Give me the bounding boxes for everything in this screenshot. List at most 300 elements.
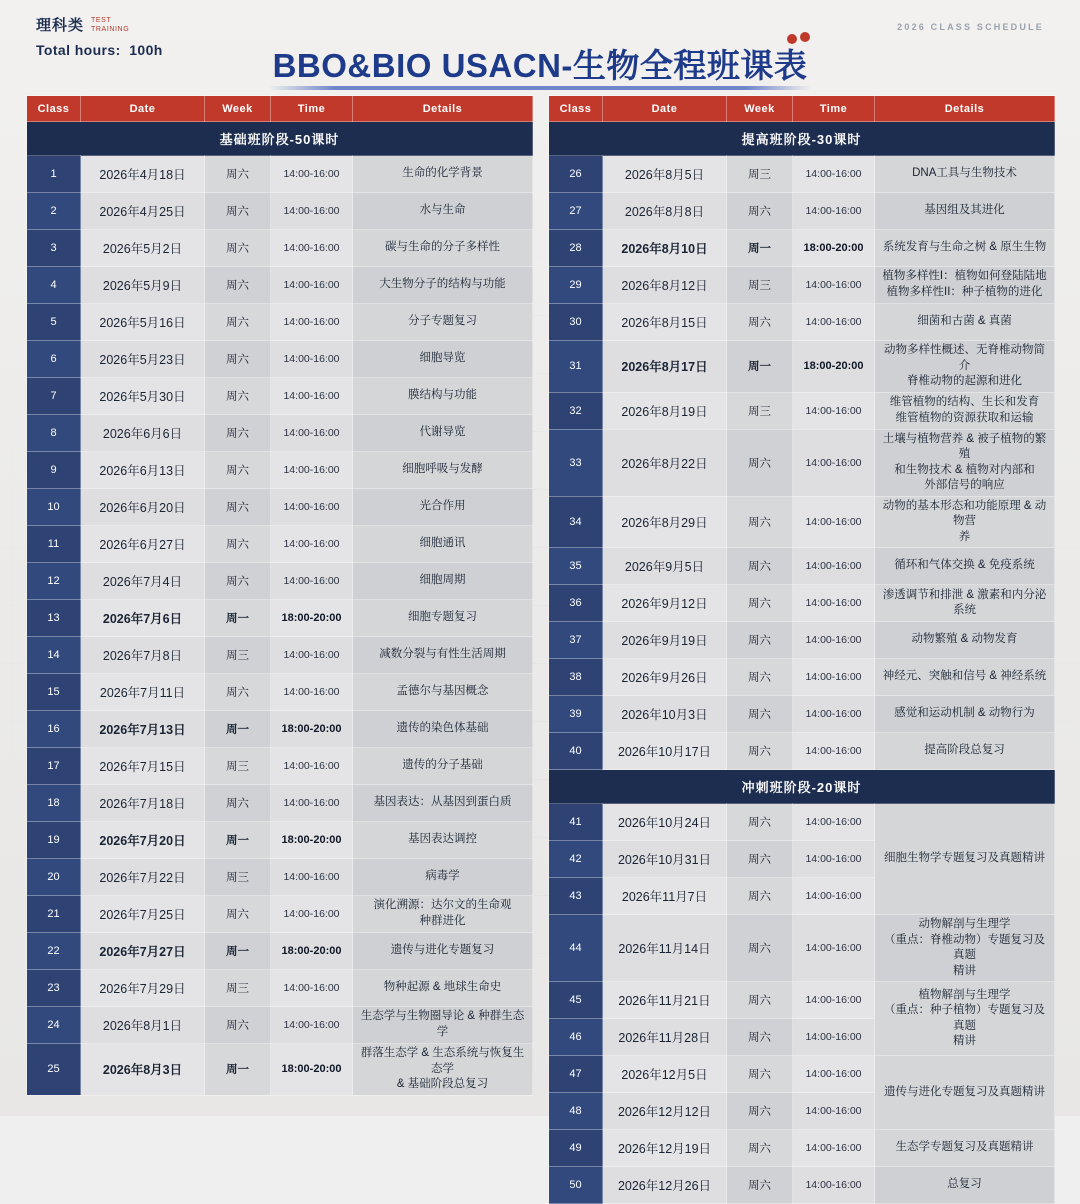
table-row <box>549 659 1055 696</box>
title-underline <box>269 86 812 90</box>
cell-class-index: 33 <box>549 429 603 496</box>
table-row <box>27 822 533 859</box>
schedule-columns <box>26 95 1054 1204</box>
table-row <box>27 600 533 637</box>
section-title-row <box>549 122 1055 156</box>
cell-week: 周六 <box>727 1056 793 1093</box>
table-row <box>549 733 1055 770</box>
cell-class-index: 47 <box>549 1056 603 1093</box>
cell-time: 14:00-16:00 <box>271 1007 353 1044</box>
table-row <box>549 804 1055 841</box>
cell-class-index: 19 <box>27 822 81 859</box>
header-bar <box>0 0 1080 92</box>
cell-class-index: 17 <box>27 748 81 785</box>
cell-date: 2026年6月13日 <box>81 452 205 489</box>
table-row <box>549 341 1055 393</box>
cell-class-index: 39 <box>549 696 603 733</box>
cell-details: 总复习 <box>875 1167 1055 1204</box>
cell-date: 2026年9月12日 <box>603 585 727 622</box>
cell-details: 基因表达调控 <box>353 822 533 859</box>
cell-time: 14:00-16:00 <box>793 548 875 585</box>
cell-details: 遗传的染色体基础 <box>353 711 533 748</box>
cell-class-index: 4 <box>27 267 81 304</box>
cell-details: 神经元、突触和信号 & 神经系统 <box>875 659 1055 696</box>
cell-date: 2026年8月12日 <box>603 267 727 304</box>
schedule-table-right <box>548 95 1055 1204</box>
cell-class-index: 40 <box>549 733 603 770</box>
cell-week: 周六 <box>205 415 271 452</box>
cell-details: 细胞生物学专题复习及真题精讲 <box>875 804 1055 915</box>
cell-class-index: 24 <box>27 1007 81 1044</box>
brand-name-en <box>91 14 129 35</box>
cell-time: 14:00-16:00 <box>793 585 875 622</box>
cell-class-index: 22 <box>27 933 81 970</box>
table-row <box>27 933 533 970</box>
cell-time: 18:00-20:00 <box>271 822 353 859</box>
cell-class-index: 9 <box>27 452 81 489</box>
cell-week: 周六 <box>727 696 793 733</box>
cell-week: 周六 <box>205 193 271 230</box>
cell-class-index: 20 <box>27 859 81 896</box>
cell-week: 周六 <box>727 1019 793 1056</box>
cell-date: 2026年11月28日 <box>603 1019 727 1056</box>
cell-date: 2026年9月5日 <box>603 548 727 585</box>
table-row <box>27 896 533 933</box>
cell-time: 18:00-20:00 <box>793 230 875 267</box>
cell-date: 2026年5月30日 <box>81 378 205 415</box>
cell-week: 周六 <box>727 982 793 1019</box>
cell-time: 18:00-20:00 <box>271 933 353 970</box>
decor-dots-icon <box>787 32 813 46</box>
table-row <box>549 1056 1055 1093</box>
cell-date: 2026年4月25日 <box>81 193 205 230</box>
cell-details: 植物解剖与生理学 （重点：种子植物）专题复习及真题 精讲 <box>875 982 1055 1056</box>
cell-class-index: 26 <box>549 156 603 193</box>
cell-week: 周六 <box>727 1167 793 1204</box>
cell-week: 周三 <box>205 970 271 1007</box>
cell-week: 周三 <box>727 392 793 429</box>
cell-details: 动物的基本形态和功能原理 & 动物营 养 <box>875 496 1055 548</box>
cell-time: 14:00-16:00 <box>271 193 353 230</box>
cell-date: 2026年7月27日 <box>81 933 205 970</box>
table-row <box>27 1044 533 1096</box>
cell-time: 14:00-16:00 <box>271 563 353 600</box>
cell-details: 物种起源 & 地球生命史 <box>353 970 533 1007</box>
cell-details: 循环和气体交换 & 免疫系统 <box>875 548 1055 585</box>
table-row <box>549 915 1055 982</box>
cell-date: 2026年7月15日 <box>81 748 205 785</box>
cell-details: 细胞周期 <box>353 563 533 600</box>
table-row <box>27 785 533 822</box>
cell-time: 14:00-16:00 <box>793 622 875 659</box>
table-row <box>27 193 533 230</box>
cell-details: 植物多样性I：植物如何登陆陆地 植物多样性II：种子植物的进化 <box>875 267 1055 304</box>
cell-date: 2026年8月17日 <box>603 341 727 393</box>
col-week: Week <box>727 96 793 122</box>
cell-details: 演化溯源：达尔文的生命观 种群进化 <box>353 896 533 933</box>
cell-details: 代谢导览 <box>353 415 533 452</box>
section-title-row <box>27 122 533 156</box>
cell-week: 周六 <box>205 674 271 711</box>
cell-week: 周六 <box>205 452 271 489</box>
cell-date: 2026年10月17日 <box>603 733 727 770</box>
cell-class-index: 14 <box>27 637 81 674</box>
table-row <box>27 637 533 674</box>
schedule-table-left <box>26 95 533 1096</box>
table-body-right <box>549 122 1055 1204</box>
cell-date: 2026年8月22日 <box>603 429 727 496</box>
cell-time: 14:00-16:00 <box>793 496 875 548</box>
cell-time: 14:00-16:00 <box>271 896 353 933</box>
cell-date: 2026年12月19日 <box>603 1130 727 1167</box>
cell-class-index: 10 <box>27 489 81 526</box>
table-head-left <box>27 96 533 122</box>
cell-details: 细胞专题复习 <box>353 600 533 637</box>
brand-name-cn: 理科类 <box>36 17 85 34</box>
table-row <box>27 230 533 267</box>
cell-time: 14:00-16:00 <box>271 674 353 711</box>
cell-date: 2026年8月3日 <box>81 1044 205 1096</box>
brand-logo <box>36 14 129 35</box>
cell-week: 周六 <box>205 341 271 378</box>
table-row <box>549 156 1055 193</box>
cell-week: 周六 <box>727 804 793 841</box>
cell-date: 2026年12月26日 <box>603 1167 727 1204</box>
cell-details: 细胞呼吸与发酵 <box>353 452 533 489</box>
cell-week: 周六 <box>205 156 271 193</box>
cell-time: 14:00-16:00 <box>271 304 353 341</box>
cell-details: 遗传的分子基础 <box>353 748 533 785</box>
table-row <box>27 415 533 452</box>
cell-details: DNA工具与生物技术 <box>875 156 1055 193</box>
cell-date: 2026年9月19日 <box>603 622 727 659</box>
section-title: 基础班阶段-50课时 <box>27 122 533 156</box>
cell-date: 2026年4月18日 <box>81 156 205 193</box>
cell-time: 14:00-16:00 <box>793 1167 875 1204</box>
cell-time: 14:00-16:00 <box>271 748 353 785</box>
cell-week: 周一 <box>205 711 271 748</box>
cell-details: 渗透调节和排泄 & 激素和内分泌系统 <box>875 585 1055 622</box>
cell-class-index: 28 <box>549 230 603 267</box>
cell-details: 孟德尔与基因概念 <box>353 674 533 711</box>
cell-date: 2026年6月6日 <box>81 415 205 452</box>
cell-time: 14:00-16:00 <box>793 267 875 304</box>
cell-week: 周六 <box>205 1007 271 1044</box>
cell-week: 周六 <box>205 267 271 304</box>
table-row <box>27 156 533 193</box>
cell-details: 动物多样性概述、无脊椎动物简介 脊椎动物的起源和进化 <box>875 341 1055 393</box>
table-row <box>27 378 533 415</box>
cell-week: 周六 <box>205 526 271 563</box>
cell-class-index: 30 <box>549 304 603 341</box>
cell-time: 14:00-16:00 <box>793 1056 875 1093</box>
cell-date: 2026年7月25日 <box>81 896 205 933</box>
table-row <box>549 585 1055 622</box>
cell-date: 2026年7月29日 <box>81 970 205 1007</box>
cell-class-index: 32 <box>549 392 603 429</box>
page-title-row <box>0 40 1080 87</box>
cell-date: 2026年10月3日 <box>603 696 727 733</box>
table-row <box>27 1007 533 1044</box>
table-row <box>27 674 533 711</box>
cell-time: 14:00-16:00 <box>793 193 875 230</box>
cell-details: 生态学专题复习及真题精讲 <box>875 1130 1055 1167</box>
cell-week: 周六 <box>205 896 271 933</box>
cell-week: 周六 <box>727 429 793 496</box>
section-title: 提高班阶段-30课时 <box>549 122 1055 156</box>
cell-week: 周六 <box>727 1130 793 1167</box>
cell-details: 基因表达：从基因到蛋白质 <box>353 785 533 822</box>
cell-details: 细胞通讯 <box>353 526 533 563</box>
cell-details: 遗传与进化专题复习 <box>353 933 533 970</box>
cell-time: 14:00-16:00 <box>271 970 353 1007</box>
cell-time: 14:00-16:00 <box>793 392 875 429</box>
cell-time: 14:00-16:00 <box>271 230 353 267</box>
cell-details: 遗传与进化专题复习及真题精讲 <box>875 1056 1055 1130</box>
table-row <box>549 193 1055 230</box>
cell-details: 水与生命 <box>353 193 533 230</box>
cell-week: 周六 <box>205 563 271 600</box>
cell-date: 2026年11月21日 <box>603 982 727 1019</box>
table-row <box>549 1167 1055 1204</box>
cell-class-index: 48 <box>549 1093 603 1130</box>
cell-week: 周三 <box>205 748 271 785</box>
brand-en-line1: TEST <box>91 17 112 24</box>
cell-class-index: 18 <box>27 785 81 822</box>
cell-class-index: 45 <box>549 982 603 1019</box>
cell-week: 周六 <box>205 304 271 341</box>
cell-class-index: 41 <box>549 804 603 841</box>
section-title: 冲刺班阶段-20课时 <box>549 770 1055 804</box>
cell-time: 14:00-16:00 <box>793 841 875 878</box>
cell-time: 14:00-16:00 <box>271 637 353 674</box>
cell-details: 病毒学 <box>353 859 533 896</box>
cell-class-index: 36 <box>549 585 603 622</box>
cell-week: 周六 <box>727 915 793 982</box>
cell-date: 2026年12月5日 <box>603 1056 727 1093</box>
schedule-tag: 2026 CLASS SCHEDULE <box>897 22 1044 32</box>
cell-class-index: 12 <box>27 563 81 600</box>
cell-week: 周六 <box>205 785 271 822</box>
cell-date: 2026年8月1日 <box>81 1007 205 1044</box>
cell-class-index: 38 <box>549 659 603 696</box>
cell-class-index: 15 <box>27 674 81 711</box>
cell-class-index: 2 <box>27 193 81 230</box>
cell-week: 周六 <box>727 622 793 659</box>
cell-date: 2026年7月6日 <box>81 600 205 637</box>
col-class: Class <box>549 96 603 122</box>
cell-date: 2026年8月10日 <box>603 230 727 267</box>
table-row <box>549 696 1055 733</box>
cell-date: 2026年7月13日 <box>81 711 205 748</box>
cell-class-index: 13 <box>27 600 81 637</box>
table-row <box>27 489 533 526</box>
cell-week: 周一 <box>205 1044 271 1096</box>
cell-class-index: 43 <box>549 878 603 915</box>
total-hours-value: 100h <box>129 42 163 58</box>
cell-date: 2026年10月24日 <box>603 804 727 841</box>
col-week: Week <box>205 96 271 122</box>
table-row <box>27 452 533 489</box>
cell-class-index: 16 <box>27 711 81 748</box>
table-row <box>27 748 533 785</box>
cell-class-index: 42 <box>549 841 603 878</box>
table-row <box>27 711 533 748</box>
cell-time: 14:00-16:00 <box>271 341 353 378</box>
table-row <box>549 982 1055 1019</box>
cell-details: 动物繁殖 & 动物发育 <box>875 622 1055 659</box>
cell-time: 14:00-16:00 <box>793 733 875 770</box>
cell-class-index: 44 <box>549 915 603 982</box>
cell-week: 周三 <box>727 156 793 193</box>
table-body-left <box>27 122 533 1096</box>
page-title-text: BBO&BIO USACN-生物全程班课表 <box>272 47 808 84</box>
left-column <box>26 95 532 1204</box>
cell-date: 2026年5月2日 <box>81 230 205 267</box>
cell-date: 2026年8月5日 <box>603 156 727 193</box>
cell-date: 2026年8月15日 <box>603 304 727 341</box>
cell-date: 2026年7月4日 <box>81 563 205 600</box>
cell-week: 周三 <box>727 267 793 304</box>
cell-date: 2026年7月18日 <box>81 785 205 822</box>
cell-class-index: 8 <box>27 415 81 452</box>
cell-details: 提高阶段总复习 <box>875 733 1055 770</box>
cell-date: 2026年8月19日 <box>603 392 727 429</box>
cell-time: 14:00-16:00 <box>793 429 875 496</box>
cell-details: 膜结构与功能 <box>353 378 533 415</box>
cell-time: 14:00-16:00 <box>793 659 875 696</box>
table-row <box>27 970 533 1007</box>
cell-date: 2026年6月20日 <box>81 489 205 526</box>
cell-week: 周一 <box>205 933 271 970</box>
cell-week: 周六 <box>727 1093 793 1130</box>
cell-details: 细菌和古菌 & 真菌 <box>875 304 1055 341</box>
cell-details: 动物解剖与生理学 （重点：脊椎动物）专题复习及真题 精讲 <box>875 915 1055 982</box>
cell-class-index: 37 <box>549 622 603 659</box>
cell-week: 周六 <box>727 659 793 696</box>
table-row <box>549 304 1055 341</box>
cell-week: 周六 <box>727 496 793 548</box>
cell-time: 14:00-16:00 <box>793 915 875 982</box>
header-row <box>27 96 533 122</box>
table-row <box>27 267 533 304</box>
cell-class-index: 49 <box>549 1130 603 1167</box>
cell-details: 分子专题复习 <box>353 304 533 341</box>
cell-week: 周一 <box>205 600 271 637</box>
cell-details: 减数分裂与有性生活周期 <box>353 637 533 674</box>
cell-time: 14:00-16:00 <box>793 1130 875 1167</box>
cell-time: 14:00-16:00 <box>793 878 875 915</box>
cell-class-index: 6 <box>27 341 81 378</box>
cell-details: 大生物分子的结构与功能 <box>353 267 533 304</box>
cell-date: 2026年5月16日 <box>81 304 205 341</box>
cell-date: 2026年8月8日 <box>603 193 727 230</box>
col-class: Class <box>27 96 81 122</box>
cell-date: 2026年12月12日 <box>603 1093 727 1130</box>
cell-date: 2026年7月11日 <box>81 674 205 711</box>
cell-time: 14:00-16:00 <box>793 1093 875 1130</box>
cell-week: 周六 <box>727 193 793 230</box>
cell-date: 2026年5月23日 <box>81 341 205 378</box>
cell-time: 14:00-16:00 <box>271 452 353 489</box>
cell-details: 感觉和运动机制 & 动物行为 <box>875 696 1055 733</box>
cell-week: 周六 <box>727 733 793 770</box>
cell-details: 生态学与生物圈导论 & 种群生态学 <box>353 1007 533 1044</box>
cell-time: 14:00-16:00 <box>793 1019 875 1056</box>
cell-details: 维管植物的结构、生长和发育 维管植物的资源获取和运输 <box>875 392 1055 429</box>
cell-class-index: 27 <box>549 193 603 230</box>
cell-week: 周六 <box>205 489 271 526</box>
cell-date: 2026年7月22日 <box>81 859 205 896</box>
cell-class-index: 7 <box>27 378 81 415</box>
cell-time: 18:00-20:00 <box>793 341 875 393</box>
cell-time: 14:00-16:00 <box>271 526 353 563</box>
cell-details: 群落生态学 & 生态系统与恢复生态学 & 基础阶段总复习 <box>353 1044 533 1096</box>
cell-date: 2026年7月20日 <box>81 822 205 859</box>
cell-class-index: 11 <box>27 526 81 563</box>
cell-time: 14:00-16:00 <box>793 696 875 733</box>
cell-time: 14:00-16:00 <box>271 267 353 304</box>
table-row <box>27 859 533 896</box>
cell-details: 基因组及其进化 <box>875 193 1055 230</box>
cell-time: 14:00-16:00 <box>271 785 353 822</box>
cell-time: 14:00-16:00 <box>271 415 353 452</box>
cell-time: 18:00-20:00 <box>271 711 353 748</box>
table-row <box>27 341 533 378</box>
cell-class-index: 34 <box>549 496 603 548</box>
cell-details: 碳与生命的分子多样性 <box>353 230 533 267</box>
table-row <box>549 496 1055 548</box>
cell-week: 周六 <box>205 230 271 267</box>
cell-date: 2026年11月14日 <box>603 915 727 982</box>
cell-time: 14:00-16:00 <box>793 982 875 1019</box>
table-row <box>549 548 1055 585</box>
col-time: Time <box>271 96 353 122</box>
cell-class-index: 31 <box>549 341 603 393</box>
header-row <box>549 96 1055 122</box>
cell-week: 周三 <box>205 637 271 674</box>
cell-week: 周六 <box>727 585 793 622</box>
brand-en-line2: TRAINING <box>91 25 130 33</box>
cell-time: 14:00-16:00 <box>271 489 353 526</box>
cell-class-index: 1 <box>27 156 81 193</box>
cell-date: 2026年7月8日 <box>81 637 205 674</box>
cell-time: 14:00-16:00 <box>271 859 353 896</box>
cell-date: 2026年5月9日 <box>81 267 205 304</box>
table-row <box>27 563 533 600</box>
cell-week: 周一 <box>727 341 793 393</box>
page-title <box>273 40 808 87</box>
cell-time: 14:00-16:00 <box>793 156 875 193</box>
table-row <box>549 1130 1055 1167</box>
cell-details: 细胞导览 <box>353 341 533 378</box>
col-details: Details <box>353 96 533 122</box>
cell-details: 光合作用 <box>353 489 533 526</box>
cell-week: 周六 <box>727 841 793 878</box>
table-row <box>27 526 533 563</box>
col-date: Date <box>603 96 727 122</box>
cell-time: 14:00-16:00 <box>271 378 353 415</box>
table-row <box>549 622 1055 659</box>
cell-details: 土壤与植物营养 & 被子植物的繁殖 和生物技术 & 植物对内部和 外部信号的响应 <box>875 429 1055 496</box>
cell-class-index: 29 <box>549 267 603 304</box>
cell-class-index: 50 <box>549 1167 603 1204</box>
cell-week: 周六 <box>205 378 271 415</box>
table-row <box>27 304 533 341</box>
cell-time: 14:00-16:00 <box>271 156 353 193</box>
cell-details: 生命的化学背景 <box>353 156 533 193</box>
cell-date: 2026年6月27日 <box>81 526 205 563</box>
